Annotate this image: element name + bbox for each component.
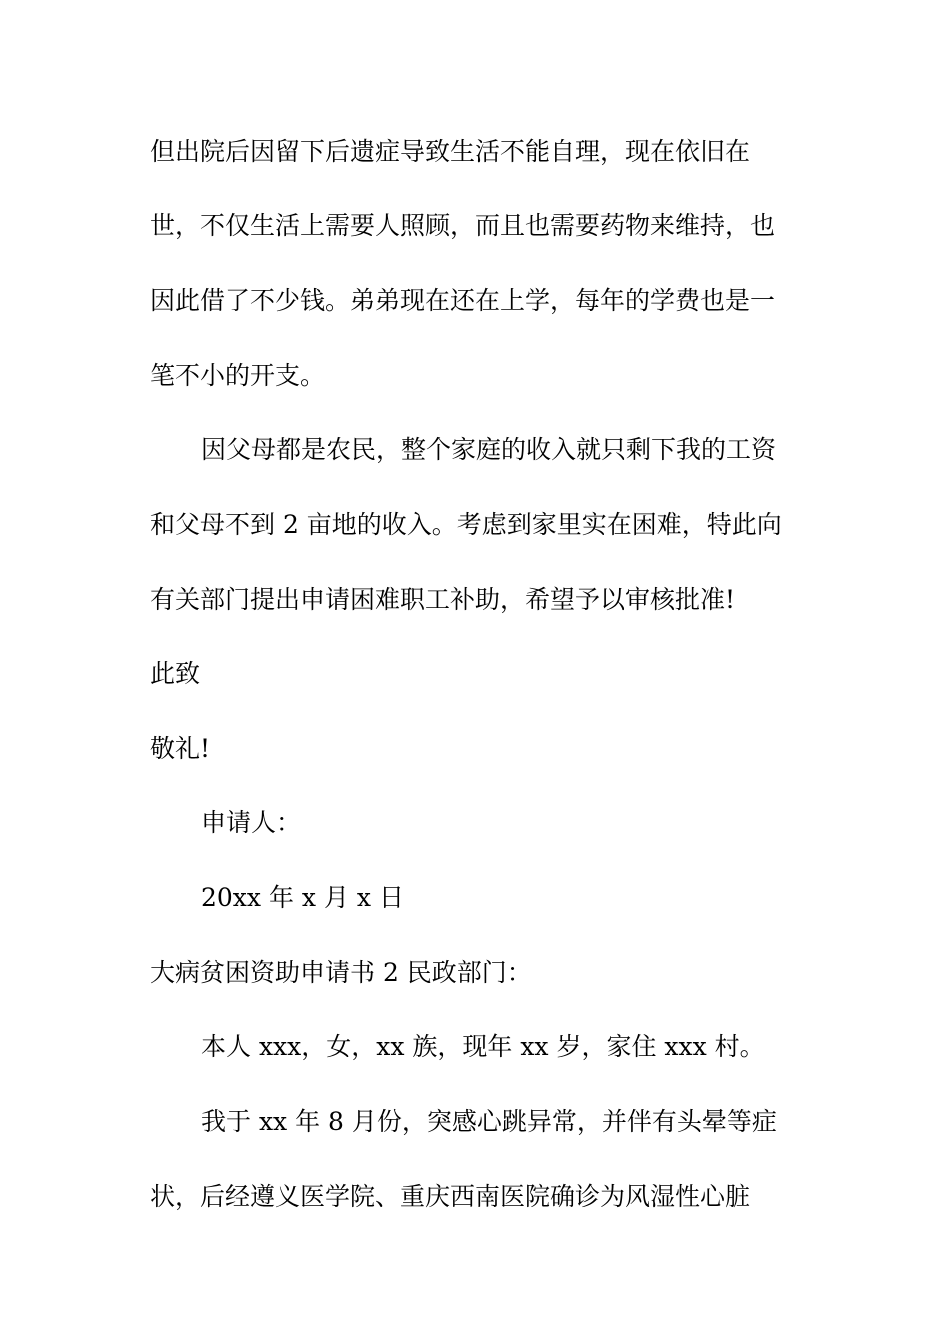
section-heading: 大病贫困资助申请书 2 民政部门： [150, 958, 532, 987]
paragraph-line: 因此借了不少钱。弟弟现在还在上学，每年的学费也是一 [150, 286, 776, 315]
paragraph-line: 我于 xx 年 8 月份，突感心跳异常，并伴有头晕等症 [201, 1107, 777, 1136]
applicant-label: 申请人： [201, 808, 302, 837]
paragraph-line: 但出院后因留下后遗症导致生活不能自理，现在依旧在 [150, 137, 751, 166]
paragraph-line: 世，不仅生活上需要人照顾，而且也需要药物来维持，也 [150, 211, 776, 240]
date-line: 20xx 年 x 月 x 日 [201, 883, 404, 912]
paragraph-line: 因父母都是农民，整个家庭的收入就只剩下我的工资 [201, 435, 777, 464]
closing-line: 此致 [150, 659, 201, 688]
paragraph-line: 有关部门提出申请困难职工补助，希望予以审核批准! [150, 585, 736, 614]
salutation-line: 敬礼! [150, 734, 211, 763]
paragraph-line: 笔不小的开支。 [150, 361, 326, 390]
paragraph-line: 本人 xxx，女，xx 族，现年 xx 岁，家住 xxx 村。 [201, 1032, 765, 1061]
paragraph-line: 和父母不到 2 亩地的收入。考虑到家里实在困难，特此向 [150, 510, 782, 539]
paragraph-line: 状，后经遵义医学院、重庆西南医院确诊为风湿性心脏 [150, 1182, 751, 1211]
